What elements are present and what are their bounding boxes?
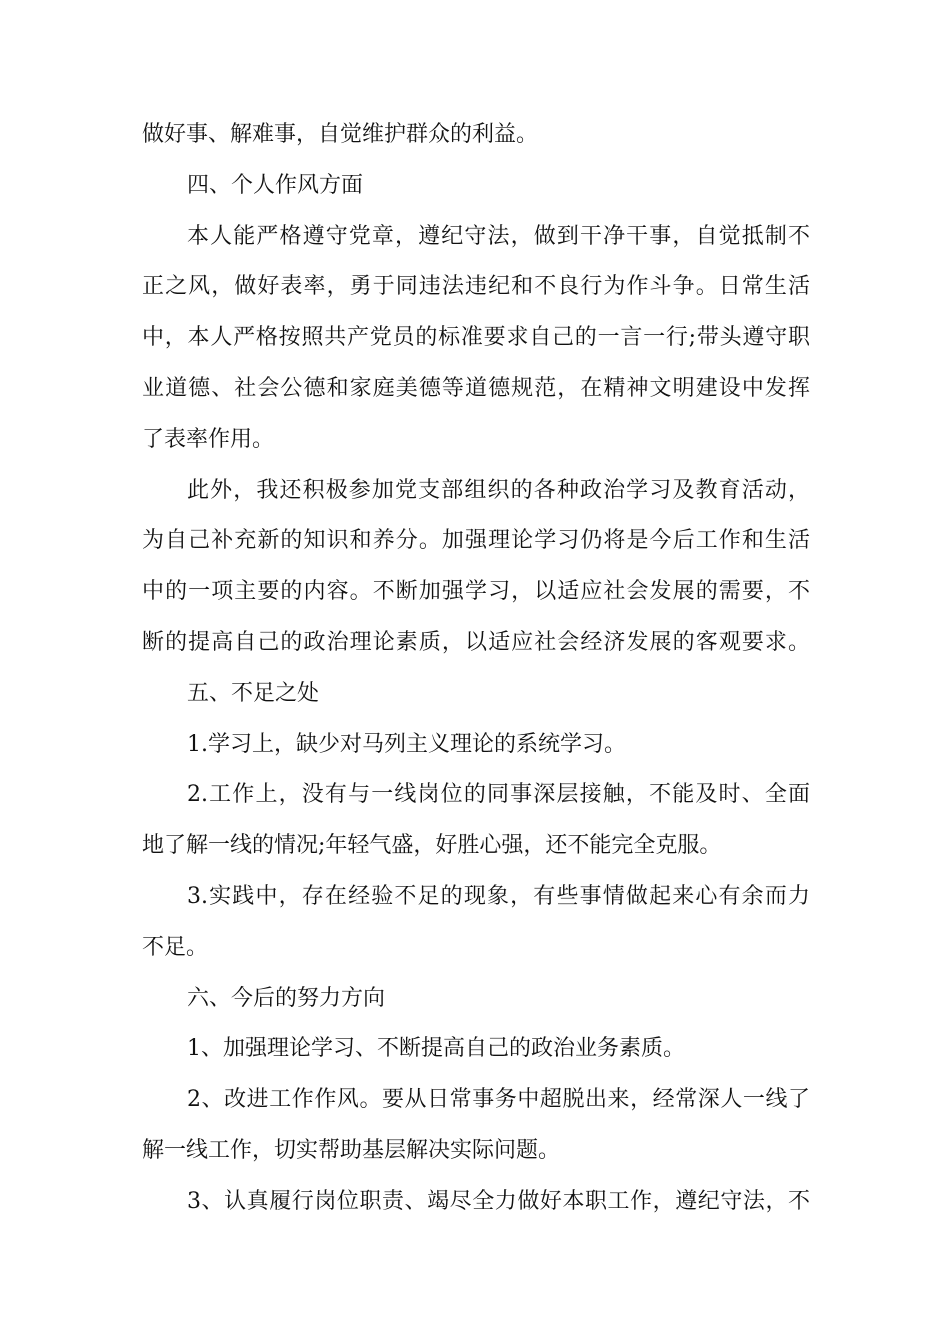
- list-item: 1.学习上，缺少对马列主义理论的系统学习。: [187, 731, 626, 757]
- text-line: 中的一项主要的内容。不断加强学习，以适应社会发展的需要，不: [142, 579, 810, 605]
- text-line: 断的提高自己的政治理论素质，以适应社会经济发展的客观要求。: [142, 629, 810, 655]
- list-item: 2、改进工作作风。要从日常事务中超脱出来，经常深人一线了: [187, 1087, 810, 1113]
- text-line: 了表率作用。: [142, 426, 275, 452]
- text-line: 不足。: [142, 934, 209, 960]
- section-heading: 五、不足之处: [187, 680, 320, 706]
- text-line: 业道德、社会公德和家庭美德等道德规范，在精神文明建设中发挥: [142, 375, 810, 401]
- list-item: 2.工作上，没有与一线岗位的同事深层接触，不能及时、全面: [187, 782, 810, 808]
- section-heading: 六、今后的努力方向: [187, 985, 386, 1011]
- text-line: 为自己补充新的知识和养分。加强理论学习仍将是今后工作和生活: [142, 528, 810, 554]
- document-page: [142, 110, 810, 1228]
- text-line: 解一线工作，切实帮助基层解决实际问题。: [142, 1137, 561, 1163]
- list-item: 3、认真履行岗位职责、竭尽全力做好本职工作，遵纪守法，不: [187, 1188, 810, 1214]
- text-line: 做好事、解难事，自觉维护群众的利益。: [142, 122, 539, 147]
- list-item: 3.实践中，存在经验不足的现象，有些事情做起来心有余而力: [187, 883, 810, 909]
- text-line: 本人能严格遵守党章，遵纪守法，做到干净干事，自觉抵制不: [187, 223, 810, 249]
- text-line: 此外，我还积极参加党支部组织的各种政治学习及教育活动，: [187, 477, 810, 503]
- list-item: 1、加强理论学习、不断提高自己的政治业务素质。: [187, 1036, 685, 1062]
- text-line: 正之风，做好表率，勇于同违法违纪和不良行为作斗争。日常生活: [142, 274, 810, 300]
- section-heading: 四、个人作风方面: [187, 172, 364, 198]
- text-line: 地了解一线的情况;年轻气盛，好胜心强，还不能完全克服。: [142, 833, 722, 859]
- text-line: 中，本人严格按照共产党员的标准要求自己的一言一行;带头遵守职: [142, 325, 810, 351]
